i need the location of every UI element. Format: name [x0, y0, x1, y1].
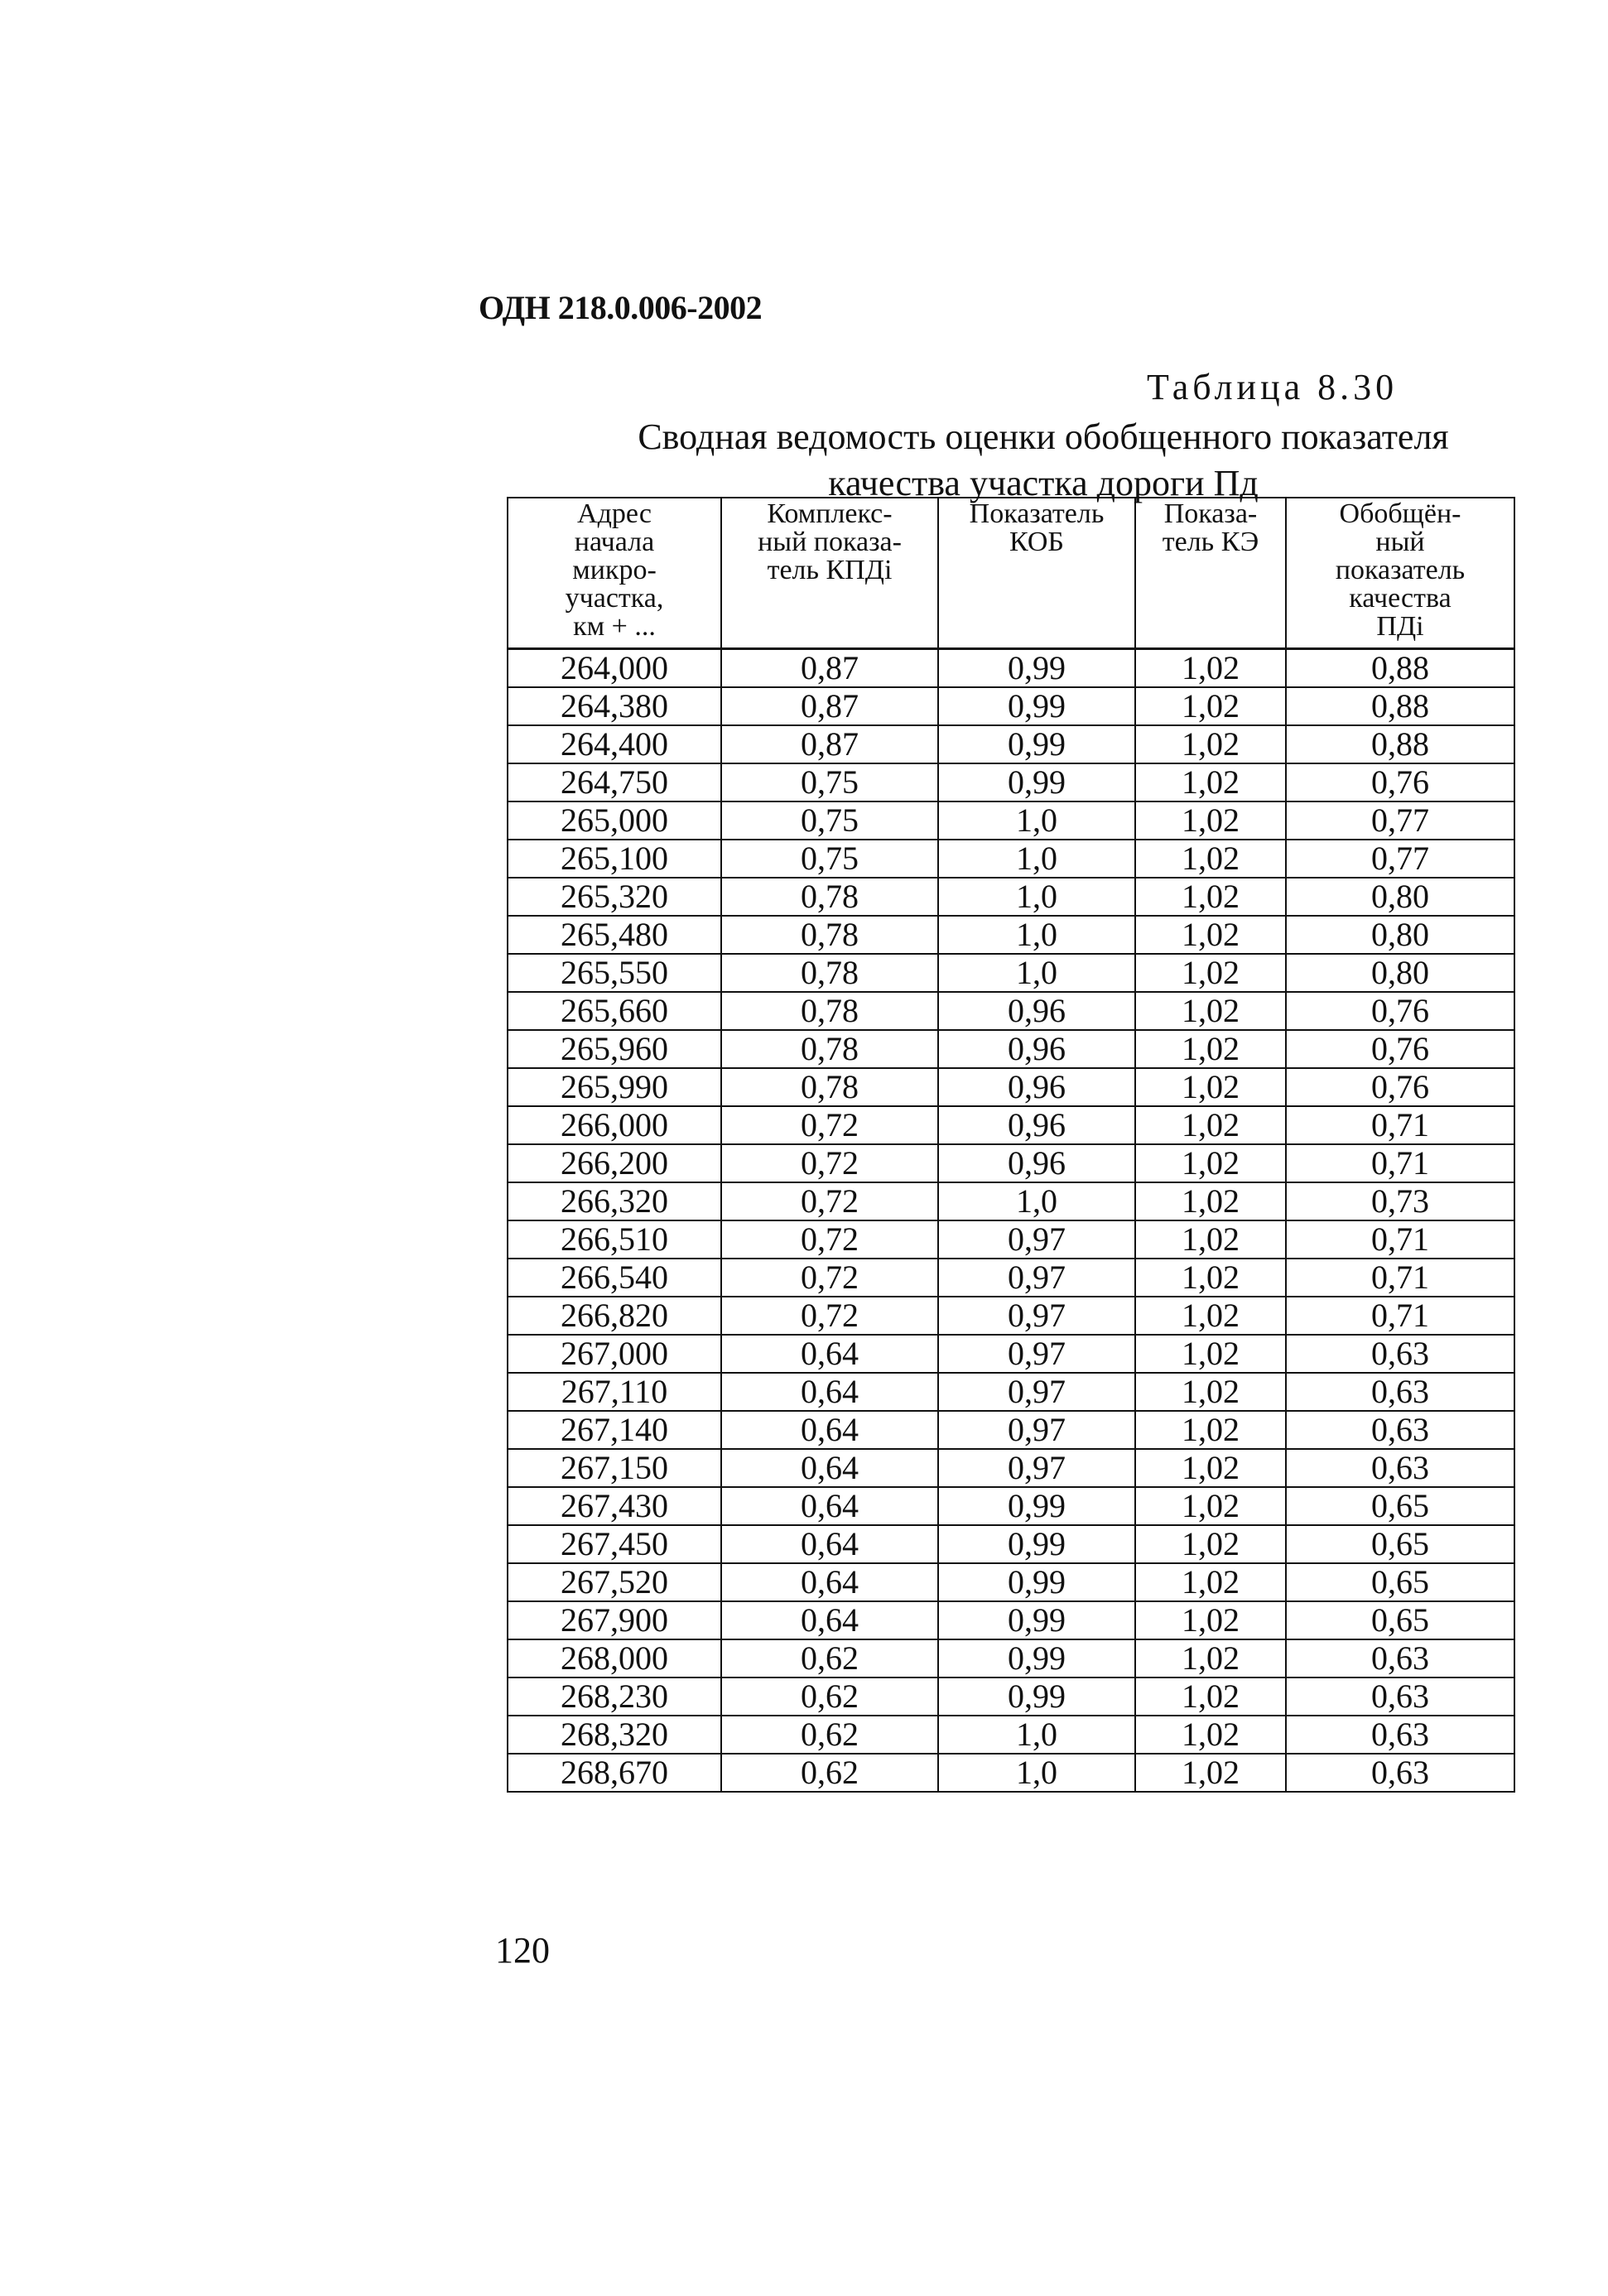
cell-complex-index: 0,75 — [721, 801, 938, 840]
table-row — [508, 1716, 1514, 1754]
header-line: Показа- — [1163, 498, 1258, 529]
cell-address: 268,230 — [508, 1677, 721, 1716]
cell-address: 267,450 — [508, 1525, 721, 1563]
table-body — [508, 649, 1514, 1793]
cell-complex-index: 0,72 — [721, 1106, 938, 1144]
table-row — [508, 1182, 1514, 1220]
column-header-generalized-index — [1286, 498, 1514, 649]
cell-k-e: 1,02 — [1135, 1487, 1286, 1525]
cell-address: 267,520 — [508, 1563, 721, 1601]
cell-k-ob: 1,0 — [938, 840, 1135, 878]
cell-k-ob: 0,97 — [938, 1259, 1135, 1297]
header-line: тель КПДi — [767, 555, 893, 585]
table-row — [508, 687, 1514, 725]
table-row — [508, 1754, 1514, 1792]
table-row — [508, 840, 1514, 878]
cell-address: 266,320 — [508, 1182, 721, 1220]
cell-k-ob: 0,99 — [938, 1563, 1135, 1601]
cell-address: 265,320 — [508, 878, 721, 916]
table-title-line-1: Сводная ведомость оценки обобщенного показателя — [638, 416, 1449, 457]
cell-generalized-index: 0,73 — [1286, 1182, 1514, 1220]
cell-address: 266,510 — [508, 1220, 721, 1259]
cell-k-e: 1,02 — [1135, 1068, 1286, 1106]
table-row — [508, 1525, 1514, 1563]
cell-complex-index: 0,64 — [721, 1563, 938, 1601]
cell-complex-index: 0,62 — [721, 1639, 938, 1677]
cell-address: 266,000 — [508, 1106, 721, 1144]
cell-k-ob: 0,99 — [938, 649, 1135, 688]
table-row — [508, 1639, 1514, 1677]
cell-k-ob: 0,97 — [938, 1411, 1135, 1449]
cell-complex-index: 0,62 — [721, 1716, 938, 1754]
cell-complex-index: 0,62 — [721, 1677, 938, 1716]
cell-k-e: 1,02 — [1135, 1563, 1286, 1601]
cell-address: 264,380 — [508, 687, 721, 725]
cell-k-ob: 0,97 — [938, 1373, 1135, 1411]
cell-generalized-index: 0,65 — [1286, 1487, 1514, 1525]
table-row — [508, 954, 1514, 992]
cell-generalized-index: 0,63 — [1286, 1449, 1514, 1487]
cell-complex-index: 0,87 — [721, 649, 938, 688]
cell-k-ob: 0,99 — [938, 725, 1135, 763]
cell-k-ob: 0,99 — [938, 1487, 1135, 1525]
cell-k-e: 1,02 — [1135, 1525, 1286, 1563]
cell-k-e: 1,02 — [1135, 1297, 1286, 1335]
cell-k-ob: 1,0 — [938, 1716, 1135, 1754]
cell-complex-index: 0,87 — [721, 725, 938, 763]
table-row — [508, 1106, 1514, 1144]
cell-complex-index: 0,64 — [721, 1335, 938, 1373]
table-row — [508, 1297, 1514, 1335]
cell-complex-index: 0,75 — [721, 840, 938, 878]
cell-k-ob: 0,99 — [938, 1525, 1135, 1563]
table-row — [508, 1677, 1514, 1716]
cell-generalized-index: 0,63 — [1286, 1639, 1514, 1677]
table-row — [508, 763, 1514, 801]
table-row — [508, 916, 1514, 954]
cell-complex-index: 0,78 — [721, 878, 938, 916]
header-line: Комплекс- — [767, 498, 893, 529]
cell-k-ob: 1,0 — [938, 801, 1135, 840]
table-header-row — [508, 498, 1514, 649]
column-header-complex-index — [721, 498, 938, 649]
column-header-k-ob — [938, 498, 1135, 649]
cell-k-e: 1,02 — [1135, 1220, 1286, 1259]
cell-k-e: 1,02 — [1135, 1259, 1286, 1297]
cell-k-ob: 1,0 — [938, 954, 1135, 992]
table-row — [508, 1601, 1514, 1639]
cell-complex-index: 0,64 — [721, 1487, 938, 1525]
cell-address: 267,110 — [508, 1373, 721, 1411]
cell-generalized-index: 0,88 — [1286, 649, 1514, 688]
table-row — [508, 1030, 1514, 1068]
cell-address: 265,100 — [508, 840, 721, 878]
cell-generalized-index: 0,76 — [1286, 992, 1514, 1030]
table-row — [508, 649, 1514, 688]
column-header-k-e — [1135, 498, 1286, 649]
cell-generalized-index: 0,63 — [1286, 1373, 1514, 1411]
cell-generalized-index: 0,63 — [1286, 1754, 1514, 1792]
cell-generalized-index: 0,65 — [1286, 1563, 1514, 1601]
cell-k-e: 1,02 — [1135, 1411, 1286, 1449]
cell-address: 267,900 — [508, 1601, 721, 1639]
cell-generalized-index: 0,71 — [1286, 1297, 1514, 1335]
cell-complex-index: 0,87 — [721, 687, 938, 725]
cell-k-e: 1,02 — [1135, 801, 1286, 840]
header-line: микро- — [572, 555, 657, 585]
cell-generalized-index: 0,63 — [1286, 1335, 1514, 1373]
cell-address: 265,660 — [508, 992, 721, 1030]
cell-complex-index: 0,78 — [721, 1030, 938, 1068]
cell-address: 267,140 — [508, 1411, 721, 1449]
header-line: ный показа- — [758, 527, 902, 557]
header-line: начала — [574, 527, 655, 557]
cell-complex-index: 0,64 — [721, 1449, 938, 1487]
cell-address: 266,540 — [508, 1259, 721, 1297]
table-row — [508, 1335, 1514, 1373]
cell-generalized-index: 0,65 — [1286, 1525, 1514, 1563]
table-row — [508, 1449, 1514, 1487]
cell-k-ob: 0,96 — [938, 1144, 1135, 1182]
cell-generalized-index: 0,80 — [1286, 878, 1514, 916]
cell-address: 265,960 — [508, 1030, 721, 1068]
cell-complex-index: 0,62 — [721, 1754, 938, 1792]
cell-address: 265,000 — [508, 801, 721, 840]
summary-table — [507, 497, 1515, 1793]
table-row — [508, 725, 1514, 763]
cell-complex-index: 0,64 — [721, 1373, 938, 1411]
table-row — [508, 1487, 1514, 1525]
cell-k-e: 1,02 — [1135, 725, 1286, 763]
cell-generalized-index: 0,80 — [1286, 916, 1514, 954]
table-row — [508, 1373, 1514, 1411]
cell-address: 267,430 — [508, 1487, 721, 1525]
cell-k-ob: 1,0 — [938, 1182, 1135, 1220]
cell-address: 267,150 — [508, 1449, 721, 1487]
cell-complex-index: 0,78 — [721, 992, 938, 1030]
cell-generalized-index: 0,77 — [1286, 840, 1514, 878]
cell-generalized-index: 0,63 — [1286, 1677, 1514, 1716]
cell-k-ob: 0,99 — [938, 687, 1135, 725]
cell-complex-index: 0,78 — [721, 916, 938, 954]
header-line: Показатель — [969, 498, 1105, 529]
cell-k-e: 1,02 — [1135, 1144, 1286, 1182]
cell-k-ob: 1,0 — [938, 1754, 1135, 1792]
header-line: КОБ — [1009, 527, 1064, 557]
cell-complex-index: 0,72 — [721, 1144, 938, 1182]
cell-k-e: 1,02 — [1135, 916, 1286, 954]
table-row — [508, 1259, 1514, 1297]
cell-complex-index: 0,64 — [721, 1601, 938, 1639]
cell-k-e: 1,02 — [1135, 1106, 1286, 1144]
header-line: Обобщён- — [1339, 498, 1461, 529]
cell-k-ob: 0,96 — [938, 1106, 1135, 1144]
header-line: участка, — [565, 583, 664, 614]
cell-address: 268,000 — [508, 1639, 721, 1677]
cell-k-ob: 0,96 — [938, 1030, 1135, 1068]
cell-complex-index: 0,75 — [721, 763, 938, 801]
cell-k-e: 1,02 — [1135, 878, 1286, 916]
cell-k-e: 1,02 — [1135, 1601, 1286, 1639]
cell-k-e: 1,02 — [1135, 1716, 1286, 1754]
table-row — [508, 992, 1514, 1030]
header-line: тель КЭ — [1162, 527, 1259, 557]
cell-generalized-index: 0,77 — [1286, 801, 1514, 840]
cell-k-ob: 0,99 — [938, 1601, 1135, 1639]
cell-k-e: 1,02 — [1135, 1754, 1286, 1792]
table-number: Таблица 8.30 — [1147, 367, 1399, 407]
cell-address: 266,820 — [508, 1297, 721, 1335]
cell-complex-index: 0,64 — [721, 1525, 938, 1563]
cell-k-ob: 0,97 — [938, 1220, 1135, 1259]
cell-address: 265,550 — [508, 954, 721, 992]
header-line: ный — [1375, 527, 1425, 557]
cell-generalized-index: 0,71 — [1286, 1106, 1514, 1144]
cell-k-e: 1,02 — [1135, 763, 1286, 801]
cell-k-e: 1,02 — [1135, 1373, 1286, 1411]
cell-k-e: 1,02 — [1135, 1030, 1286, 1068]
cell-generalized-index: 0,80 — [1286, 954, 1514, 992]
document-code: ОДН 218.0.006-2002 — [479, 289, 763, 326]
cell-k-e: 1,02 — [1135, 1335, 1286, 1373]
cell-generalized-index: 0,71 — [1286, 1220, 1514, 1259]
cell-generalized-index: 0,76 — [1286, 763, 1514, 801]
cell-complex-index: 0,72 — [721, 1259, 938, 1297]
table-title — [505, 414, 1582, 507]
cell-address: 264,400 — [508, 725, 721, 763]
cell-generalized-index: 0,76 — [1286, 1068, 1514, 1106]
cell-k-e: 1,02 — [1135, 1182, 1286, 1220]
table-row — [508, 1220, 1514, 1259]
cell-generalized-index: 0,88 — [1286, 687, 1514, 725]
cell-k-e: 1,02 — [1135, 649, 1286, 688]
cell-generalized-index: 0,88 — [1286, 725, 1514, 763]
cell-k-ob: 0,99 — [938, 763, 1135, 801]
cell-complex-index: 0,78 — [721, 954, 938, 992]
column-header-address — [508, 498, 721, 649]
cell-k-ob: 0,96 — [938, 992, 1135, 1030]
cell-complex-index: 0,72 — [721, 1297, 938, 1335]
cell-generalized-index: 0,63 — [1286, 1411, 1514, 1449]
cell-k-e: 1,02 — [1135, 992, 1286, 1030]
cell-k-e: 1,02 — [1135, 840, 1286, 878]
cell-complex-index: 0,78 — [721, 1068, 938, 1106]
header-line: км + ... — [573, 611, 656, 642]
cell-k-ob: 1,0 — [938, 878, 1135, 916]
cell-complex-index: 0,72 — [721, 1182, 938, 1220]
cell-generalized-index: 0,76 — [1286, 1030, 1514, 1068]
cell-k-e: 1,02 — [1135, 1639, 1286, 1677]
cell-k-e: 1,02 — [1135, 687, 1286, 725]
page-number: 120 — [495, 1930, 550, 1971]
cell-k-ob: 0,96 — [938, 1068, 1135, 1106]
cell-k-ob: 0,97 — [938, 1335, 1135, 1373]
cell-k-e: 1,02 — [1135, 954, 1286, 992]
header-line: ПДi — [1376, 611, 1424, 642]
cell-address: 267,000 — [508, 1335, 721, 1373]
cell-address: 268,670 — [508, 1754, 721, 1792]
cell-address: 268,320 — [508, 1716, 721, 1754]
cell-k-ob: 1,0 — [938, 916, 1135, 954]
cell-generalized-index: 0,63 — [1286, 1716, 1514, 1754]
cell-k-ob: 0,99 — [938, 1639, 1135, 1677]
table-row — [508, 1411, 1514, 1449]
header-line: показатель — [1335, 555, 1466, 585]
cell-complex-index: 0,72 — [721, 1220, 938, 1259]
table-row — [508, 801, 1514, 840]
cell-address: 265,480 — [508, 916, 721, 954]
cell-address: 266,200 — [508, 1144, 721, 1182]
table-row — [508, 1563, 1514, 1601]
cell-k-e: 1,02 — [1135, 1677, 1286, 1716]
cell-complex-index: 0,64 — [721, 1411, 938, 1449]
cell-generalized-index: 0,71 — [1286, 1144, 1514, 1182]
cell-generalized-index: 0,71 — [1286, 1259, 1514, 1297]
cell-k-ob: 0,97 — [938, 1297, 1135, 1335]
cell-k-ob: 0,97 — [938, 1449, 1135, 1487]
table-title-line-2: качества участка дороги Пд — [828, 463, 1259, 503]
table-row — [508, 878, 1514, 916]
table-row — [508, 1068, 1514, 1106]
cell-generalized-index: 0,65 — [1286, 1601, 1514, 1639]
cell-k-e: 1,02 — [1135, 1449, 1286, 1487]
cell-address: 265,990 — [508, 1068, 721, 1106]
cell-address: 264,750 — [508, 763, 721, 801]
cell-address: 264,000 — [508, 649, 721, 688]
table-row — [508, 1144, 1514, 1182]
cell-k-ob: 0,99 — [938, 1677, 1135, 1716]
header-line: Адрес — [577, 498, 652, 529]
header-line: качества — [1349, 583, 1452, 614]
